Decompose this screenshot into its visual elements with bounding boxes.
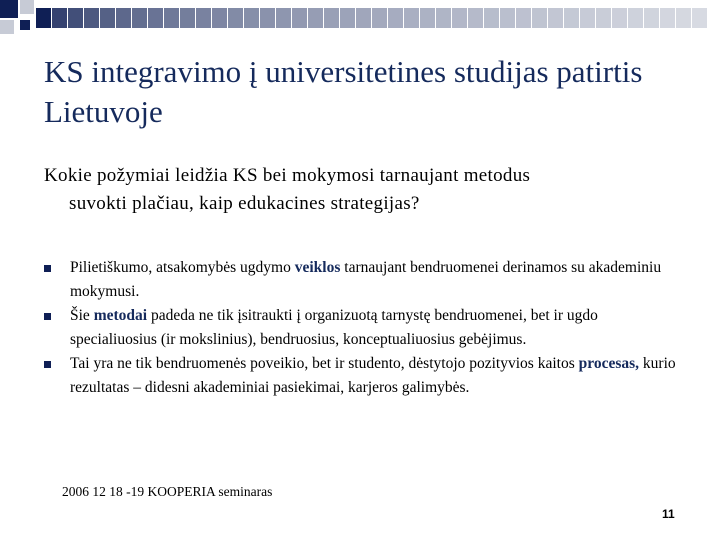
bullet-keyword: veiklos	[294, 259, 341, 276]
bullet-item	[44, 304, 684, 352]
header-strip-cell	[436, 8, 452, 28]
header-strip-cell	[404, 8, 420, 28]
header-strip-cell	[452, 8, 468, 28]
bullet-text: tarnaujant bendruomenei derinamos su akademiniu mokymusi.	[70, 259, 662, 300]
header-strip-cell	[612, 8, 628, 28]
slide-question	[44, 162, 684, 218]
header-strip-cell	[260, 8, 276, 28]
bullet-keyword: procesas,	[578, 355, 640, 372]
header-strip-cell	[212, 8, 228, 28]
slide-title: KS integravimo į universitetines studijas patirtis Lietuvoje	[44, 54, 643, 129]
corner-decoration	[0, 0, 720, 40]
decor-square-dark	[20, 20, 30, 30]
header-strip-cell	[292, 8, 308, 28]
header-strip-cell	[532, 8, 548, 28]
header-strip-cell	[388, 8, 404, 28]
header-strip-cell	[324, 8, 340, 28]
header-strip-cell	[84, 8, 100, 28]
header-strip-cell	[644, 8, 660, 28]
header-strip-cell	[420, 8, 436, 28]
bullet-text: Tai yra ne tik bendruomenės poveikio, bet ir studento, dėstytojo pozityvios kaitos	[70, 355, 579, 372]
header-strip-cell	[548, 8, 564, 28]
bullet-square-icon	[44, 265, 51, 272]
bullet-text: Šie	[70, 307, 94, 324]
decor-square-light	[20, 0, 34, 14]
header-strip-cell	[116, 8, 132, 28]
question-line-2: suvokti plačiau, kaip edukacines strategijas?	[69, 193, 420, 214]
header-strip-cell	[100, 8, 116, 28]
header-strip-cell	[692, 8, 708, 28]
header-strip-cell	[580, 8, 596, 28]
header-strip-cell	[660, 8, 676, 28]
slide-footer: 2006 12 18 -19 KOOPERIA seminaras	[62, 484, 273, 499]
question-line-1: Kokie požymiai leidžia KS bei mokymosi tarnaujant metodus	[44, 165, 531, 186]
bullet-text: padeda ne tik įsitraukti į organizuotą tarnystę bendruomenei, bet ir ugdo specialiuosius (ir mokslinius), bendruosius, konceptualiuosius gebėjimus.	[70, 307, 598, 348]
header-strip-cell	[356, 8, 372, 28]
header-strip-cell	[52, 8, 68, 28]
header-strip-cell	[36, 8, 52, 28]
header-strip-cell	[484, 8, 500, 28]
header-strip-cell	[276, 8, 292, 28]
header-strip-cell	[164, 8, 180, 28]
header-strip-cell	[132, 8, 148, 28]
header-strip-cell	[468, 8, 484, 28]
header-strip-cell	[516, 8, 532, 28]
page-number: 11	[662, 507, 675, 521]
header-strip-cell	[628, 8, 644, 28]
header-strip-cell	[180, 8, 196, 28]
decor-square-dark	[0, 0, 18, 18]
header-strip	[36, 8, 720, 28]
header-strip-cell	[676, 8, 692, 28]
bullet-text: kurio rezultatas – didesni akademiniai pasiekimai, karjeros galimybės.	[70, 355, 676, 396]
bullet-list	[44, 256, 684, 400]
header-strip-cell	[244, 8, 260, 28]
header-strip-cell	[564, 8, 580, 28]
header-strip-cell	[500, 8, 516, 28]
header-strip-cell	[148, 8, 164, 28]
header-strip-cell	[372, 8, 388, 28]
header-strip-cell	[596, 8, 612, 28]
header-strip-cell	[196, 8, 212, 28]
bullet-square-icon	[44, 361, 51, 368]
decor-square-light	[0, 20, 14, 34]
header-strip-cell	[228, 8, 244, 28]
header-strip-cell	[68, 8, 84, 28]
bullet-item	[44, 256, 684, 304]
bullet-item	[44, 352, 684, 400]
bullet-keyword: metodai	[93, 307, 148, 324]
bullet-text: Pilietiškumo, atsakomybės ugdymo	[70, 259, 295, 276]
bullet-square-icon	[44, 313, 51, 320]
header-strip-cell	[308, 8, 324, 28]
header-strip-cell	[340, 8, 356, 28]
